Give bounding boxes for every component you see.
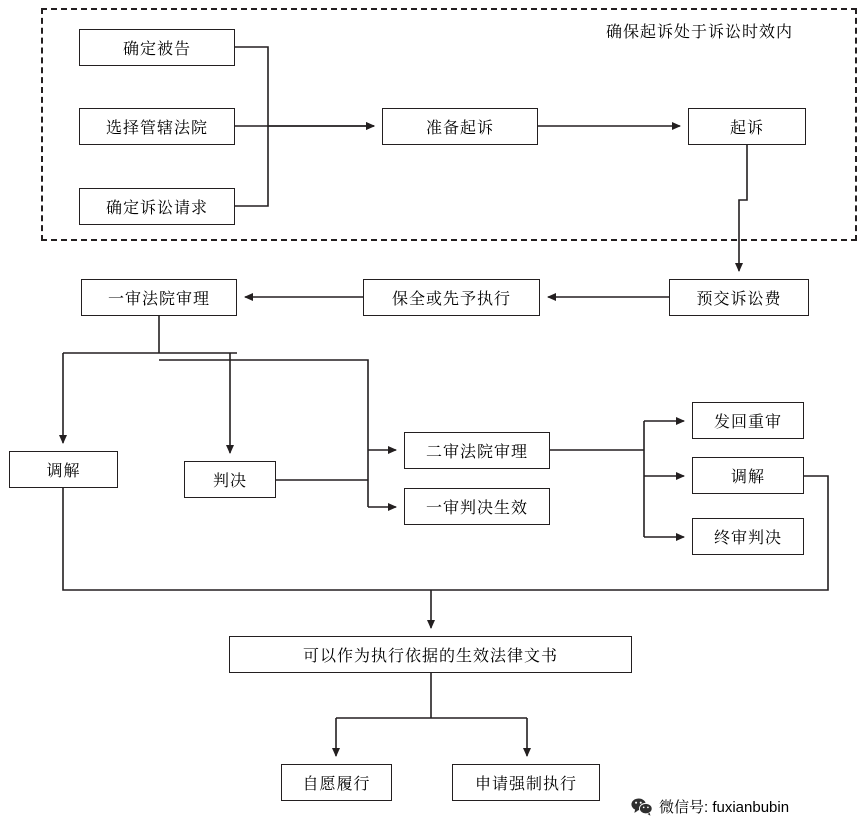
node-first-instance-trial[interactable]: 一审法院审理 [81,279,237,316]
node-select-court[interactable]: 选择管辖法院 [79,108,235,145]
node-file-suit[interactable]: 起诉 [688,108,806,145]
node-prepare-suit[interactable]: 准备起诉 [382,108,538,145]
node-second-instance-trial[interactable]: 二审法院审理 [404,432,550,469]
watermark-label: 微信号: fuxianbubin [659,799,790,816]
note-limitation-label: 确保起诉处于诉讼时效内 [606,24,794,41]
node-confirm-claims[interactable]: 确定诉讼请求 [79,188,235,225]
node-mediation-first[interactable]: 调解 [9,451,118,488]
node-remand-retrial[interactable]: 发回重审 [692,402,804,439]
wechat-icon [631,797,653,816]
wechat-watermark [631,796,789,817]
node-prepay-fee[interactable]: 预交诉讼费 [669,279,809,316]
node-enforceable-document[interactable]: 可以作为执行依据的生效法律文书 [229,636,632,673]
node-judgment[interactable]: 判决 [184,461,276,498]
node-apply-enforcement[interactable]: 申请强制执行 [452,764,600,801]
node-confirm-defendant[interactable]: 确定被告 [79,29,235,66]
node-preservation[interactable]: 保全或先予执行 [363,279,540,316]
node-mediation-second[interactable]: 调解 [692,457,804,494]
node-voluntary-performance[interactable]: 自愿履行 [281,764,392,801]
node-first-judgment-effective[interactable]: 一审判决生效 [404,488,550,525]
node-final-judgment[interactable]: 终审判决 [692,518,804,555]
